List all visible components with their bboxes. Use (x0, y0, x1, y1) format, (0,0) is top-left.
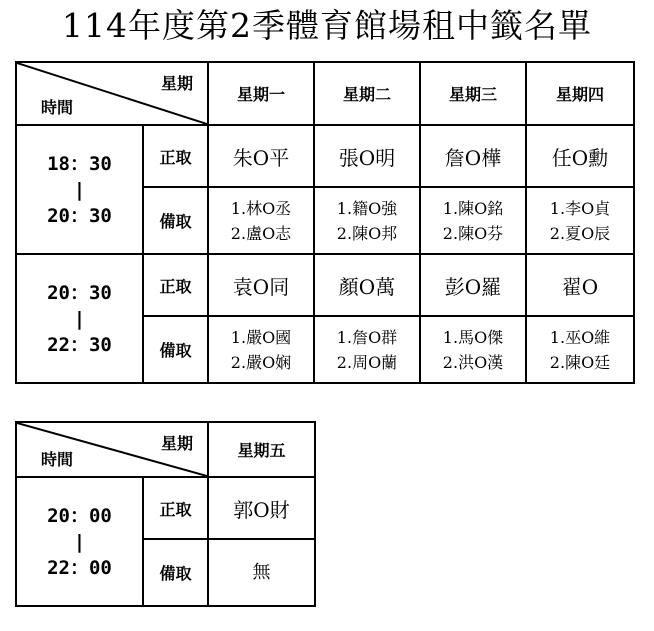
backup-list (526, 316, 634, 383)
time-slot-cell (16, 254, 143, 383)
time-start: 18：30 (47, 152, 112, 175)
main-winner: 朱O平 (208, 125, 314, 187)
backup-entry: 2.嚴O娴 (230, 352, 292, 372)
time-start: 20：00 (47, 504, 112, 527)
main-winner: 詹O樺 (420, 125, 526, 187)
schedule-table-mon-thu (15, 61, 635, 384)
time-separator: | (73, 530, 86, 553)
role-backup-label: 備取 (143, 187, 208, 254)
schedule-table-fri (15, 421, 316, 607)
time-end: 22：30 (47, 333, 112, 356)
corner-header-cell (16, 422, 208, 477)
time-slot-cell (16, 477, 143, 606)
time-slot-cell (16, 125, 143, 254)
day-header: 星期二 (314, 62, 420, 125)
main-winner: 任O勳 (526, 125, 634, 187)
backup-entry: 1.馬O傑 (442, 327, 504, 347)
backup-list (314, 316, 420, 383)
backup-entry: 1.嚴O國 (230, 327, 292, 347)
corner-time-label: 時間 (41, 450, 74, 469)
main-winner: 顏O萬 (314, 254, 420, 316)
role-backup-label: 備取 (143, 316, 208, 383)
backup-entry: 2.洪O漢 (442, 352, 504, 372)
header-row (16, 62, 634, 125)
corner-week-label: 星期 (160, 434, 193, 453)
backup-list (208, 187, 314, 254)
backup-entry: 2.陳O芬 (442, 223, 504, 243)
time-end: 22：00 (47, 556, 112, 579)
header-row (16, 422, 315, 477)
time-end: 20：30 (47, 204, 112, 227)
time-separator: | (73, 178, 86, 201)
day-header: 星期四 (526, 62, 634, 125)
role-main-label: 正取 (143, 254, 208, 316)
backup-entry: 2.陳O廷 (549, 352, 611, 372)
table-row (16, 125, 634, 187)
main-winner: 郭O財 (208, 477, 315, 539)
day-header: 星期五 (208, 422, 315, 477)
table-row (16, 254, 634, 316)
backup-list (420, 316, 526, 383)
table-row (16, 477, 315, 539)
backup-entry: 2.夏O辰 (549, 223, 611, 243)
backup-entry: 1.陳O銘 (442, 198, 504, 218)
main-winner: 彭O羅 (420, 254, 526, 316)
corner-time-label: 時間 (41, 98, 74, 117)
backup-list (208, 316, 314, 383)
backup-none: 無 (208, 539, 315, 606)
backup-entry: 2.周O蘭 (336, 352, 398, 372)
backup-entry: 2.陳O邦 (336, 223, 398, 243)
day-header: 星期一 (208, 62, 314, 125)
main-winner: 翟O (526, 254, 634, 316)
role-main-label: 正取 (143, 477, 208, 539)
backup-entry: 1.林O丞 (230, 198, 292, 218)
time-separator: | (73, 307, 86, 330)
role-main-label: 正取 (143, 125, 208, 187)
main-winner: 袁O同 (208, 254, 314, 316)
backup-entry: 1.李O貞 (549, 198, 611, 218)
backup-entry: 1.巫O維 (549, 327, 611, 347)
backup-entry: 1.詹O群 (336, 327, 398, 347)
role-backup-label: 備取 (143, 539, 208, 606)
backup-entry: 2.盧O志 (230, 223, 292, 243)
backup-list (314, 187, 420, 254)
page-title: 114年度第2季體育館場租中籤名單 (62, 6, 592, 45)
day-header: 星期三 (420, 62, 526, 125)
backup-list (420, 187, 526, 254)
backup-list (526, 187, 634, 254)
corner-header-cell (16, 62, 208, 125)
backup-entry: 1.籍O強 (336, 198, 398, 218)
time-start: 20：30 (47, 281, 112, 304)
main-winner: 張O明 (314, 125, 420, 187)
corner-week-label: 星期 (160, 74, 193, 93)
